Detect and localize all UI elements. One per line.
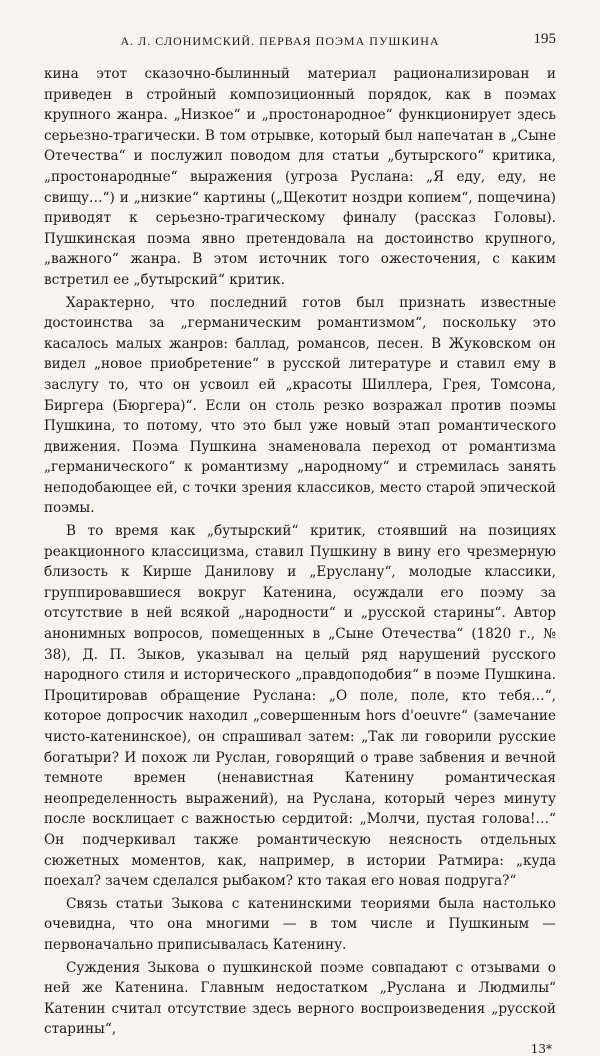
page-header (44, 28, 556, 52)
book-page (44, 28, 556, 1056)
paragraph-3: В то время как „бутырский“ критик, стоявший на позициях реакционного классицизма, ставил Пушкину в вину его чрезмерную близость к Кирше Данилову и „Еруслану“, молодые классики, группировавшиеся вокруг Катенина, осуждали его поэму за отсутствие в ней всякой „народности“ и „русской старины“. Автор анонимных вопросов, помещенных в „Сыне Отечества“ (1820 г., № 38), Д. П. Зыков, указывал на целый ряд нарушений русского народного стиля и исторического „правдоподобия“ в поэме Пушкина. Процитировав обращение Руслана: „О поле, поле, кто тебя…“, которое допросчик находил „совершенным hors d'oeuvre“ (замечание чисто-катенинское), он спрашивал затем: „Так ли говорили русские богатыри? И похож ли Руслан, говорящий о траве забвения и вечной темноте времен (ненавистная Катенину романтическая неопределенность выражений), на Руслана, который через минуту после восклицает с важностью сердитой: „Молчи, пустая голова!…“ Он подчеркивал также романтическую неясность отдельных сюжетных моментов, как, например, в истории Ратмира: „куда поехал? зачем сделался рыбаком? кто такая его новая подруга?“ (44, 523, 556, 890)
paragraph-2: Характерно, что последний готов был признать известные достоинства за „германическим романтизмом“, поскольку это касалось малых жанров: баллад, романсов, песен. В Жуковском он видел „новое приобретение“ в русской литературе и ставил ему в заслугу то, что он усвоил ей „красоты Шиллера, Грея, Томсона, Биргера (Бюргера)“. Если он столь резко возражал против поэмы Пушкина, то потому, что это был уже новый этап романтического движения. Поэма Пушкина знаменовала переход от романтизма „германического“ к романтизму „народному“ и стремилась занять неподобающее ей, с точки зрения классиков, место старой эпической поэмы. (44, 294, 556, 517)
paragraph-5: Суждения Зыкова о пушкинской поэме совпадают с отзывами о ней же Катенина. Главным недостатком „Руслана и Людмилы“ Катенин считал отсутствие здесь верного воспроизведения „русской старины“, (44, 959, 556, 1038)
page-body (44, 64, 556, 1040)
paragraph-1: кина этот сказочно-былинный материал рационализирован и приведен в стройный композиционный порядок, как в поэмах крупного жанра. „Низкое“ и „простонародное“ функционирует здесь серьезно-трагически. В том отрывке, который был напечатан в „Сыне Отечества“ и послужил поводом для статьи „бутырского“ критика, „простонародные“ выражения (угроза Руслана: „Я еду, еду, не свищу…“) и „низкие“ картины („Щекотит ноздри копием“, пощечина) приводят к серьезно-трагическому финалу (рассказ Головы). Пушкинская поэма явно претендовала на достоинство крупного, „важного“ жанра. В этом источник того ожесточения, с каким встретил ее „бутырский“ критик. (44, 66, 556, 288)
signature-mark: 13* (530, 1041, 552, 1056)
paragraph-4: Связь статьи Зыкова с катенинскими теориями была настолько очевидна, что она многими — в том числе и Пушкиным — первоначально приписывалась Катенину. (44, 895, 556, 953)
page-number: 195 (533, 31, 556, 47)
running-title: А. Л. СЛОНИМСКИЙ. ПЕРВАЯ ПОЭМА ПУШКИНА (120, 34, 440, 48)
